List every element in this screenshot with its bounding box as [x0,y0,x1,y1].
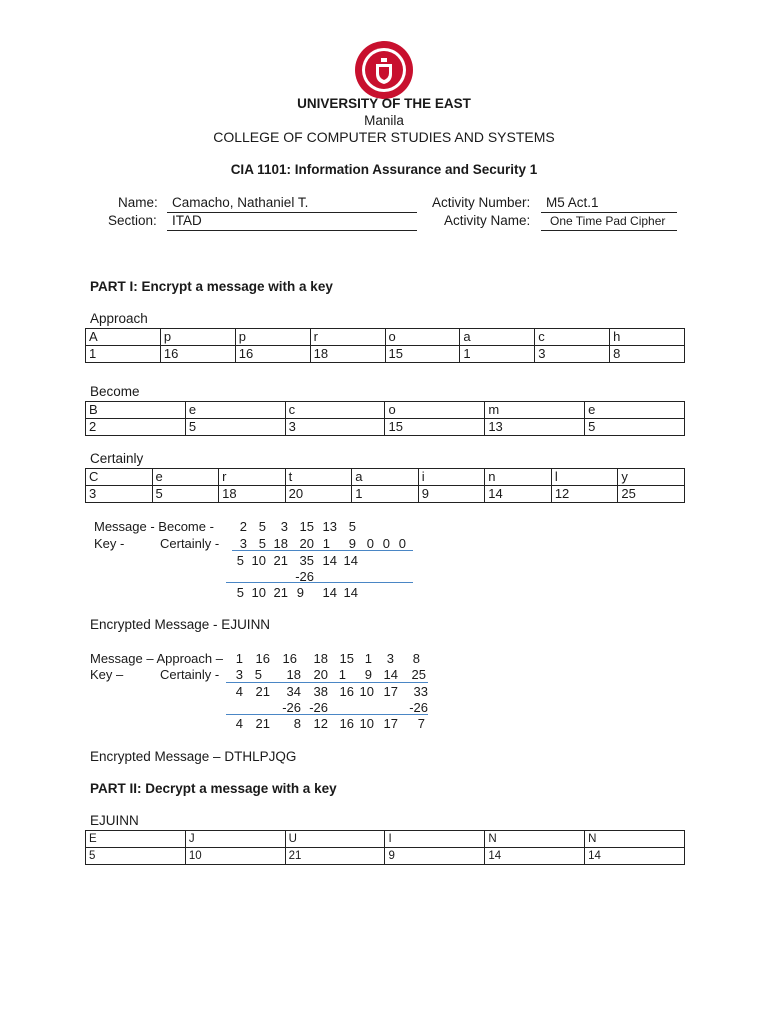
letter-cell: i [418,469,485,486]
calc-number: 4 [235,716,243,731]
number-cell: 3 [285,419,385,436]
number-row [86,848,685,865]
number-cell: 25 [618,486,685,503]
calc-number: 14 [343,585,358,600]
calc2-result-line [226,714,428,715]
calc-number: 9 [364,667,372,682]
letter-row [86,402,685,419]
letter-cell: N [485,831,585,848]
number-cell: 5 [152,486,219,503]
number-cell: 3 [86,486,153,503]
letter-cell: p [235,329,310,346]
table-label-ejuinn: EJUINN [90,813,139,828]
letter-cell: c [285,402,385,419]
calc-number: 15 [299,519,314,534]
number-cell: 15 [385,419,485,436]
calc-number: 20 [313,667,328,682]
section-underline [167,230,417,231]
calc-number: 16 [339,684,354,699]
calc-number: 4 [235,684,243,699]
number-cell: 1 [86,346,161,363]
calc-number: 3 [280,519,288,534]
section-value: ITAD [172,213,202,228]
calc-number: -26 [309,700,328,715]
letter-cell: e [585,402,685,419]
number-cell: 12 [551,486,618,503]
calc-number: 1 [322,536,330,551]
course-title: CIA 1101: Information Assurance and Security 1 [230,162,538,177]
number-cell: 14 [485,848,585,865]
calc-number: 10 [251,585,266,600]
calc-number: -26 [409,700,428,715]
calc-number: 5 [254,667,262,682]
calc-number: 35 [299,553,314,568]
number-cell: 5 [86,848,186,865]
calc-number: 3 [239,536,247,551]
calc-number: 13 [322,519,337,534]
letter-cell: n [485,469,552,486]
university-name: UNIVERSITY OF THE EAST [297,96,471,111]
table-label-become: Become [90,384,140,399]
number-cell: 5 [185,419,285,436]
number-cell: 8 [610,346,685,363]
number-cell: 16 [160,346,235,363]
calc-number: 7 [417,716,425,731]
activity-name-label: Activity Name: [444,213,531,228]
calc-number: 14 [322,553,337,568]
number-cell: 9 [418,486,485,503]
calc-number: 9 [296,585,304,600]
number-row [86,486,685,503]
calc-number: 3 [235,667,243,682]
calc-number: 21 [273,585,288,600]
number-cell: 21 [285,848,385,865]
letter-row [86,329,685,346]
number-cell: 1 [460,346,535,363]
calc-number: 18 [273,536,288,551]
section-label: Section: [108,213,157,228]
letter-cell: U [285,831,385,848]
letter-cell: y [618,469,685,486]
calc-number: 10 [359,684,374,699]
part1-title: PART I: Encrypt a message with a key [90,279,333,294]
letter-cell: h [610,329,685,346]
calc-number: 14 [343,553,358,568]
calc-number: 20 [299,536,314,551]
calc-number: 5 [258,536,266,551]
calc-number: 9 [348,536,356,551]
activity-number-underline [541,212,677,213]
letter-cell: a [460,329,535,346]
calc-number: 21 [273,553,288,568]
college-name: COLLEGE OF COMPUTER STUDIES AND SYSTEMS [213,129,555,145]
name-underline [167,212,417,213]
number-row [86,419,685,436]
number-cell: 2 [86,419,186,436]
number-cell: 20 [285,486,352,503]
letter-cell: o [385,329,460,346]
calc2-key-word: Certainly - [160,667,220,682]
calc2-message-label: Message – Approach – [90,651,223,666]
table-label-certainly: Certainly [90,451,144,466]
calc-number: 8 [293,716,301,731]
calc-number: 5 [258,519,266,534]
activity-name-underline [541,230,677,231]
activity-number-label: Activity Number: [432,195,531,210]
calc-number: 15 [339,651,354,666]
number-cell: 15 [385,346,460,363]
letter-cell: C [86,469,153,486]
letter-cell: p [160,329,235,346]
letter-cell: r [219,469,286,486]
activity-name-value: One Time Pad Cipher [550,214,666,228]
number-cell: 18 [219,486,286,503]
letter-row [86,831,685,848]
calc-number: 14 [322,585,337,600]
number-cell: 3 [535,346,610,363]
number-cell: 14 [585,848,685,865]
calc-number: 17 [383,684,398,699]
calc1-result-line [226,582,413,583]
number-cell: 14 [485,486,552,503]
calc2-key-label: Key – [90,667,124,682]
table-label-approach: Approach [90,311,148,326]
letter-cell: o [385,402,485,419]
number-cell: 1 [352,486,419,503]
name-value: Camacho, Nathaniel T. [172,195,309,210]
university-seal-logo [354,40,414,100]
letter-cell: r [310,329,385,346]
calc1-sum-line [232,550,413,551]
encrypted-message-2: Encrypted Message – DTHLPJQG [90,749,297,764]
number-cell: 16 [235,346,310,363]
calc-number: 1 [235,651,243,666]
calc-number: 1 [364,651,372,666]
calc-number: 38 [313,684,328,699]
calc-number: 12 [313,716,328,731]
calc-number: 25 [411,667,426,682]
calc-number: 3 [386,651,394,666]
calc-number: -26 [282,700,301,715]
calc-number: 34 [286,684,301,699]
letter-row [86,469,685,486]
calc-number: 0 [398,536,406,551]
activity-number-value: M5 Act.1 [546,195,599,210]
number-cell: 13 [485,419,585,436]
calc-number: 5 [236,553,244,568]
letter-cell: B [86,402,186,419]
letter-cell: c [535,329,610,346]
letter-cell: E [86,831,186,848]
calc-number: 5 [236,585,244,600]
calc-number: 2 [239,519,247,534]
number-cell: 9 [385,848,485,865]
calc-number: 21 [255,716,270,731]
calc-number: 33 [413,684,428,699]
city-name: Manila [364,113,404,128]
calc1-key-label: Key - [94,536,125,551]
calc-number: 0 [382,536,390,551]
calc1-message-label: Message - Become - [94,519,214,534]
become-table [85,401,685,436]
calc2-sum-line [226,682,428,683]
ejuinn-table [85,830,685,865]
calc-number: 10 [251,553,266,568]
calc-number: 5 [348,519,356,534]
part2-title: PART II: Decrypt a message with a key [90,781,337,796]
calc-number: 17 [383,716,398,731]
letter-cell: J [185,831,285,848]
calc-number: 16 [282,651,297,666]
calc-number: 0 [366,536,374,551]
calc-number: -26 [295,569,314,584]
calc-number: 16 [339,716,354,731]
calc1-key-word: Certainly - [160,536,220,551]
calc-number: 16 [255,651,270,666]
number-cell: 10 [185,848,285,865]
letter-cell: e [152,469,219,486]
letter-cell: N [585,831,685,848]
letter-cell: t [285,469,352,486]
number-cell: 5 [585,419,685,436]
calc-number: 21 [255,684,270,699]
calc-number: 14 [383,667,398,682]
calc-number: 10 [359,716,374,731]
letter-cell: I [385,831,485,848]
calc-number: 18 [313,651,328,666]
calc-number: 8 [412,651,420,666]
number-cell: 18 [310,346,385,363]
name-label: Name: [118,195,158,210]
letter-cell: e [185,402,285,419]
calc-number: 18 [286,667,301,682]
letter-cell: l [551,469,618,486]
letter-cell: A [86,329,161,346]
number-row [86,346,685,363]
letter-cell: m [485,402,585,419]
encrypted-message-1: Encrypted Message - EJUINN [90,617,271,632]
calc-number: 1 [338,667,346,682]
letter-cell: a [352,469,419,486]
certainly-table [85,468,685,503]
approach-table [85,328,685,363]
